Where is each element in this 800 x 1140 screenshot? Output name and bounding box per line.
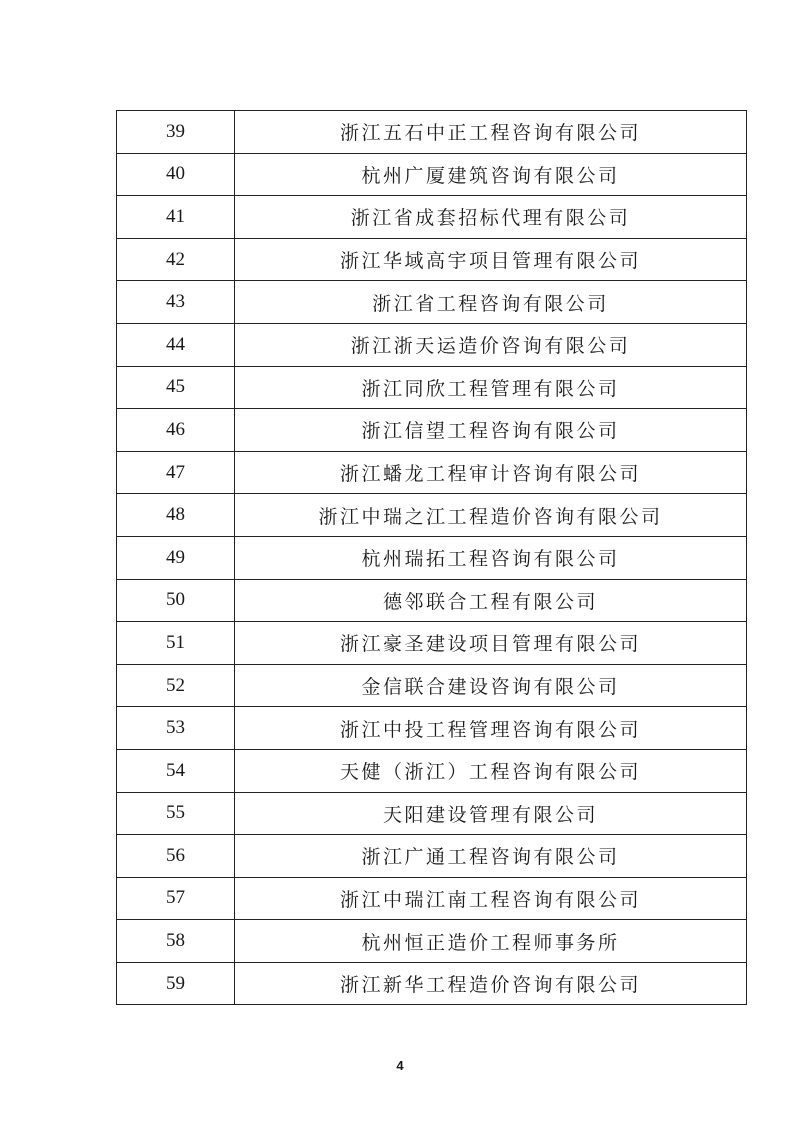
table-row — [117, 792, 747, 835]
company-name: 浙江省工程咨询有限公司 — [235, 281, 747, 324]
row-number: 54 — [117, 749, 235, 792]
company-name: 浙江广通工程咨询有限公司 — [235, 835, 747, 878]
row-number: 42 — [117, 238, 235, 281]
row-number: 47 — [117, 451, 235, 494]
table-row — [117, 835, 747, 878]
row-number: 45 — [117, 366, 235, 409]
table-row — [117, 111, 747, 154]
table-row — [117, 451, 747, 494]
row-number: 53 — [117, 707, 235, 750]
company-name: 浙江新华工程造价咨询有限公司 — [235, 962, 747, 1005]
company-list-table — [116, 110, 747, 1005]
row-number: 41 — [117, 196, 235, 239]
table-row — [117, 749, 747, 792]
row-number: 57 — [117, 877, 235, 920]
company-name: 杭州广厦建筑咨询有限公司 — [235, 153, 747, 196]
table-row — [117, 622, 747, 665]
table-row — [117, 920, 747, 963]
company-name: 浙江华域高宇项目管理有限公司 — [235, 238, 747, 281]
row-number: 52 — [117, 664, 235, 707]
table-row — [117, 664, 747, 707]
company-name: 杭州瑞拓工程咨询有限公司 — [235, 536, 747, 579]
page-number: 4 — [396, 1058, 404, 1073]
company-name: 浙江五石中正工程咨询有限公司 — [235, 111, 747, 154]
table-row — [117, 366, 747, 409]
row-number: 39 — [117, 111, 235, 154]
row-number: 51 — [117, 622, 235, 665]
company-name: 浙江中瑞江南工程咨询有限公司 — [235, 877, 747, 920]
company-list-body — [117, 111, 747, 1005]
row-number: 46 — [117, 409, 235, 452]
company-name: 杭州恒正造价工程师事务所 — [235, 920, 747, 963]
row-number: 56 — [117, 835, 235, 878]
table-row — [117, 579, 747, 622]
row-number: 59 — [117, 962, 235, 1005]
table-row — [117, 962, 747, 1005]
company-name: 浙江同欣工程管理有限公司 — [235, 366, 747, 409]
table-row — [117, 536, 747, 579]
row-number: 43 — [117, 281, 235, 324]
table-row — [117, 196, 747, 239]
table-row — [117, 153, 747, 196]
row-number: 48 — [117, 494, 235, 537]
company-name: 浙江中瑞之江工程造价咨询有限公司 — [235, 494, 747, 537]
table-row — [117, 494, 747, 537]
table-row — [117, 238, 747, 281]
row-number: 44 — [117, 323, 235, 366]
company-name: 浙江省成套招标代理有限公司 — [235, 196, 747, 239]
table-row — [117, 281, 747, 324]
company-name: 天健（浙江）工程咨询有限公司 — [235, 749, 747, 792]
company-name: 浙江信望工程咨询有限公司 — [235, 409, 747, 452]
table-row — [117, 409, 747, 452]
company-name: 金信联合建设咨询有限公司 — [235, 664, 747, 707]
row-number: 50 — [117, 579, 235, 622]
table-row — [117, 877, 747, 920]
company-name: 浙江豪圣建设项目管理有限公司 — [235, 622, 747, 665]
row-number: 55 — [117, 792, 235, 835]
table-row — [117, 323, 747, 366]
row-number: 49 — [117, 536, 235, 579]
row-number: 58 — [117, 920, 235, 963]
table-row — [117, 707, 747, 750]
company-name: 浙江蟠龙工程审计咨询有限公司 — [235, 451, 747, 494]
row-number: 40 — [117, 153, 235, 196]
company-name: 浙江中投工程管理咨询有限公司 — [235, 707, 747, 750]
company-name: 浙江浙天运造价咨询有限公司 — [235, 323, 747, 366]
company-name: 德邻联合工程有限公司 — [235, 579, 747, 622]
company-name: 天阳建设管理有限公司 — [235, 792, 747, 835]
